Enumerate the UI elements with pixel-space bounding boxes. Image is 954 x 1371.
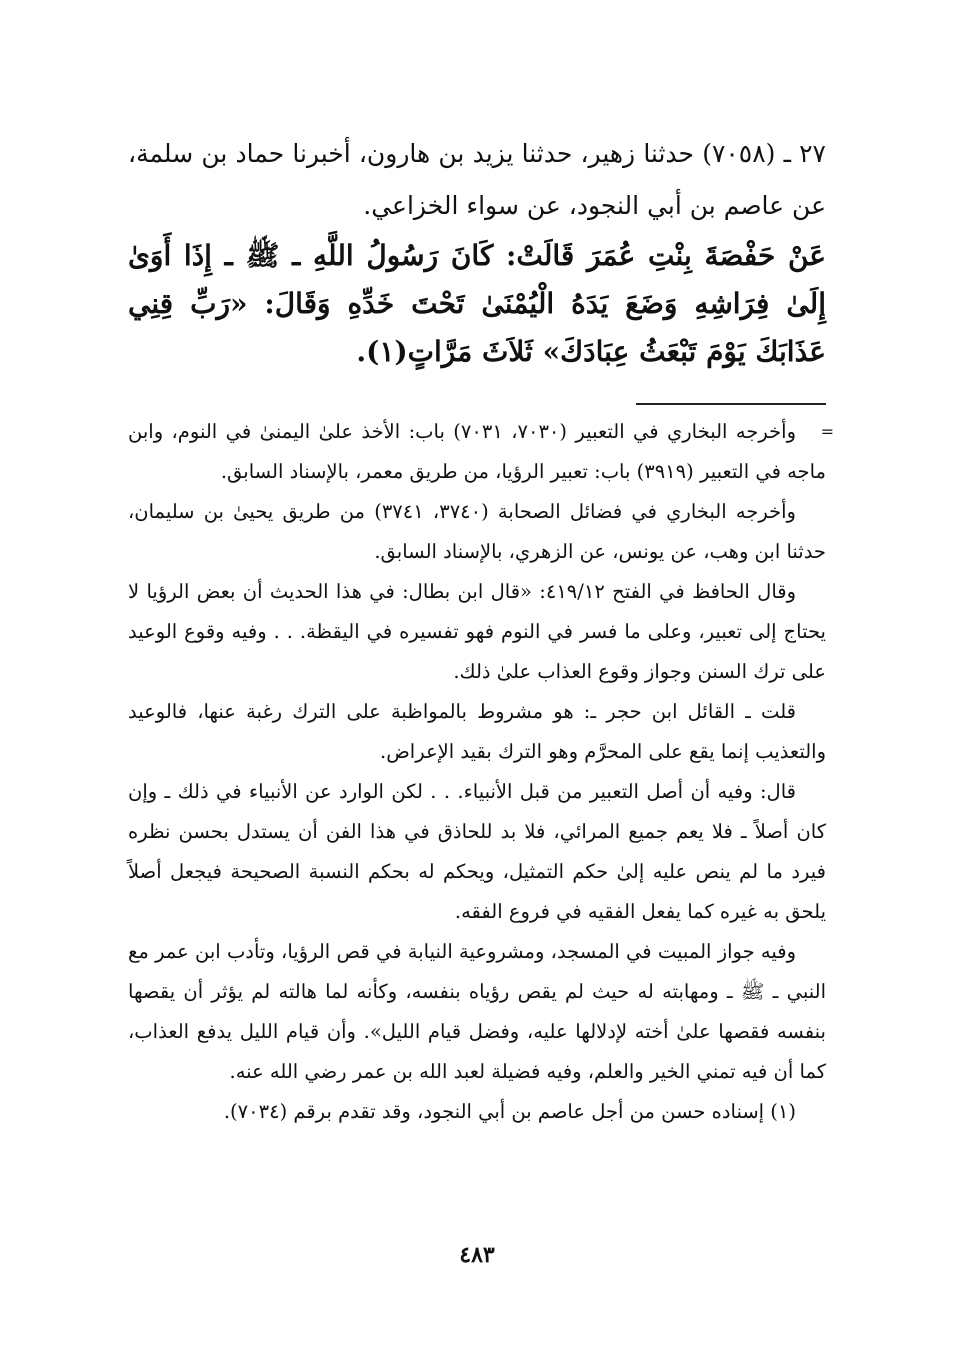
footnote-paragraph: وأخرجه البخاري في فضائل الصحابة (٣٧٤٠، ٣٧٤١) من طريق يحيىٰ بن سليمان، حدثنا ابن وهب، عن يونس، عن الزهري، بالإسناد السابق. <box>128 500 826 563</box>
hadith-text: عَنْ حَفْصَةَ بِنْتِ عُمَرَ قَالَتْ: كَانَ رَسُولُ اللَّهِ ـ ﷺ ـ إِذَا أَوَىٰ إِلَىٰ فِرَاشِهِ وَضَعَ يَدَهُ الْيُمْنَىٰ تَحْتَ خَدِّهِ وَقَالَ: «رَبِّ قِنِي عَذَابَكَ يَوْمَ تَبْعَثُ عِبَادَكَ» ثَلاَثَ مَرَّاتٍ(١). <box>128 239 826 368</box>
footnote-paragraph: قال: وفيه أن أصل التعبير من قبل الأنبياء. . . لكن الوارد عن الأنبياء في ذلك ـ وإن كان أصلاً ـ فلا يعم جميع المرائي، فلا بد للحاذق في هذا الفن أن يستدل بحسن نظره فيرد ما لم ينص عليه إلىٰ حكم التمثيل، ويحكم له بحكم النسبة الصحيحة فيجعل أصلاً يلحق به غيره كما يفعل الفقيه في فروع الفقه. <box>128 780 826 923</box>
footnote-paragraph: وقال الحافظ في الفتح ٤١٩/١٢: «قال ابن بطال: في هذا الحديث أن بعض الرؤيا لا يحتاج إلى تعبير، وعلى ما فسر في النوم فهو تفسيره في اليقظة. . . وفيه وقوع الوعيد على ترك السنن وجواز وقوع العذاب علىٰ ذلك. <box>128 580 826 683</box>
hadith-chain: ٢٧ ـ (٧٠٥٨) حدثنا زهير، حدثنا يزيد بن هارون، أخبرنا حماد بن سلمة، عن عاصم بن أبي النجود، عن سواء الخزاعي. <box>128 139 826 220</box>
page-number: ٤٨٣ <box>459 1242 495 1268</box>
footnote-separator <box>636 403 826 405</box>
footnotes <box>128 412 834 1132</box>
footnote-paragraph: قلت ـ القائل ابن حجر ـ: هو مشروط بالمواظبة على الترك رغبة عنها، فالوعيد والتعذيب إنما يقع على المحرَّم وهو الترك بقيد الإعراض. <box>128 700 826 763</box>
footnote-paragraph: وفيه جواز المبيت في المسجد، ومشروعية النيابة في قص الرؤيا، وتأدب ابن عمر مع النبي ـ ﷺ ـ ومهابته له حيث لم يقص رؤياه بنفسه، وكأنه لما هالته لم يؤثر أن يقصها بنفسه فقصها علىٰ أخته لإدلالها عليه، وفضل قيام الليل». وأن قيام الليل يدفع العذاب، كما أن فيه تمني الخير والعلم، وفيه فضيلة لعبد الله بن عمر رضي الله عنه. <box>128 940 826 1083</box>
continuation-mark: = <box>820 422 834 441</box>
footnote-paragraph: وأخرجه البخاري في التعبير (٧٠٣٠، ٧٠٣١) باب: الأخذ علىٰ اليمنىٰ في النوم، وابن ماجه في التعبير (٣٩١٩) باب: تعبير الرؤيا، من طريق معمر، بالإسناد السابق. <box>128 420 826 483</box>
main-text <box>128 128 826 376</box>
footnote-paragraph: (١) إسناده حسن من أجل عاصم بن أبي النجود، وقد تقدم برقم (٧٠٣٤). <box>223 1100 796 1123</box>
